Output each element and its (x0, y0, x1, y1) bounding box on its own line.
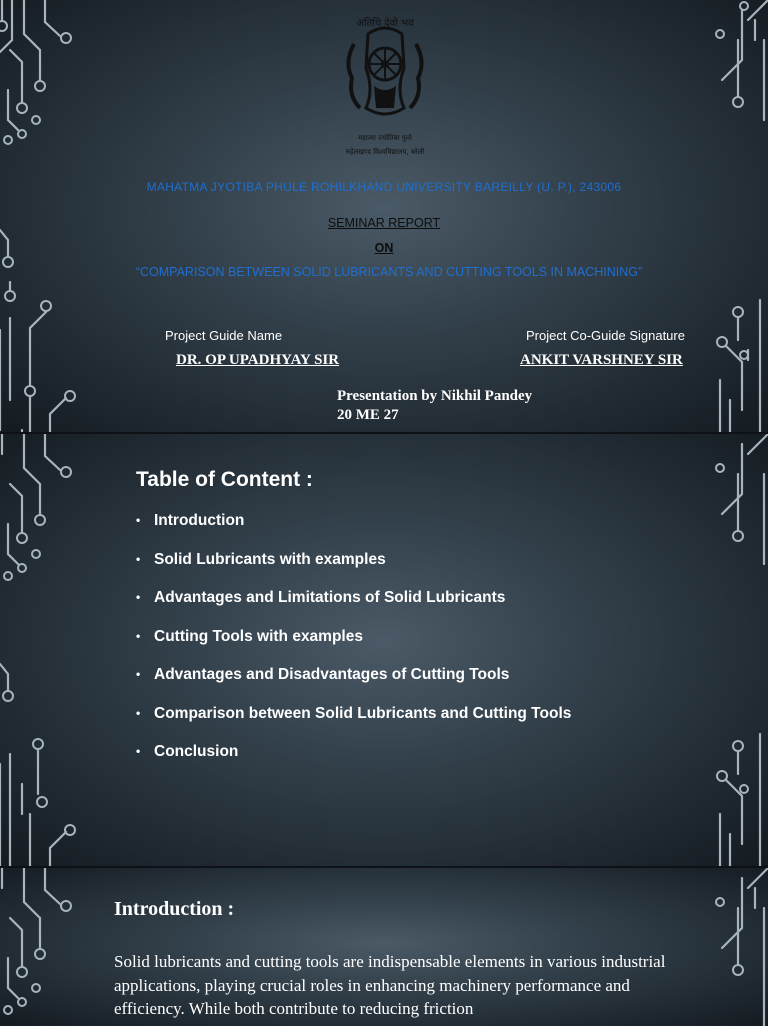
toc-title: Table of Content : (136, 468, 313, 491)
list-item: • Cutting Tools with examples (136, 627, 363, 645)
bullet-icon: • (136, 744, 141, 758)
project-coguide-name: ANKIT VARSHNEY SIR (520, 352, 683, 368)
list-item: • Introduction (136, 512, 245, 529)
table-of-content-slide (0, 432, 768, 866)
emblem-top-text: अतिथि देवो भव (356, 18, 414, 29)
list-item: • Solid Lubricants with examples (136, 550, 386, 568)
project-guide-label: Project Guide Name (165, 328, 283, 343)
bullet-icon: • (136, 705, 141, 720)
bullet-icon: • (136, 590, 141, 604)
on-label: ON (374, 241, 394, 255)
list-item: • Advantages and Limitations of Solid Lubricants (136, 589, 506, 606)
seminar-topic: “COMPARISON BETWEEN SOLID LUBRICANTS AND CUTTING TOOLS IN MACHINING” (135, 265, 643, 279)
project-guide-name: DR. OP UPADHYAY SIR (176, 352, 340, 368)
university-emblem-icon (338, 12, 432, 162)
introduction-title: Introduction : (114, 898, 235, 920)
university-name: MAHATMA JYOTIBA PHULE ROHILKHAND UNIVERSITY BAREILLY (U. P.), 243006 (146, 180, 622, 194)
project-coguide-label: Project Co-Guide Signature (526, 328, 685, 343)
presenter-block (337, 387, 532, 425)
bullet-icon: • (136, 513, 141, 527)
introduction-body: Solid lubricants and cutting tools are indispensable elements in various industrial applications, playing crucial roles in enhancing machinery performance and efficiency. While both contribute to reducing friction (114, 952, 666, 1018)
presenter-name: Presentation by Nikhil Pandey (337, 388, 533, 404)
emblem-bottom-text-2: रुहेलखण्ड विश्वविद्यालय, बरेली (345, 148, 425, 156)
emblem-bottom-text-1: महात्मा ज्योतिबा फुले (358, 134, 412, 142)
list-item: • Advantages and Disadvantages of Cutting Tools (136, 666, 510, 683)
toc-list (136, 512, 571, 782)
presenter-roll: 20 ME 27 (337, 407, 399, 423)
introduction-slide (0, 866, 768, 1026)
bullet-icon: • (136, 667, 141, 681)
list-item: • Comparison between Solid Lubricants and Cutting Tools (136, 704, 572, 722)
seminar-report-heading: SEMINAR REPORT (327, 216, 441, 230)
list-item: • Conclusion (136, 743, 239, 760)
bullet-icon: • (136, 551, 141, 566)
title-slide (0, 0, 768, 432)
bullet-icon: • (136, 628, 141, 643)
